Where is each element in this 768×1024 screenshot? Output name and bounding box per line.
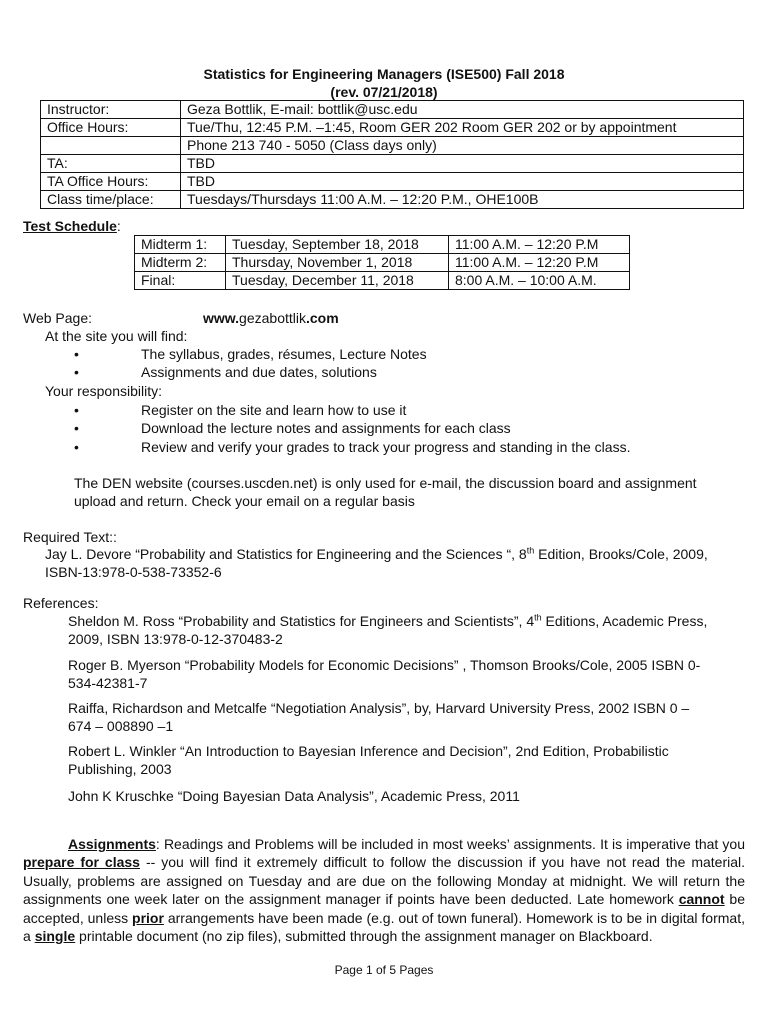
table-row: Office Hours: Tue/Thu, 12:45 P.M. –1:45, Room GER 202 Room GER 202 or by appointment [41, 119, 744, 137]
table-row: Final: Tuesday, December 11, 2018 8:00 A.M. – 10:00 A.M. [135, 272, 630, 290]
table-row: Class time/place: Tuesdays/Thursdays 11:00 A.M. – 12:20 P.M., OHE100B [41, 191, 744, 209]
reference-raiffa-line-1: Raiffa, Richardson and Metcalfe “Negotiation Analysis”, by, Harvard University Press, 2002 ISBN 0 – [68, 700, 690, 716]
reference-kruschke: John K Kruschke “Doing Bayesian Data Analysis”, Academic Press, 2011 [68, 788, 520, 804]
den-note-line-2: upload and return. Check your email on a regular basis [74, 493, 415, 509]
table-row: Instructor: Geza Bottlik, E-mail: bottlik@usc.edu [41, 101, 744, 119]
reference-winkler-line-2: Publishing, 2003 [68, 761, 172, 777]
reference-myerson-line-1: Roger B. Myerson “Probability Models for Economic Decisions” , Thomson Brooks/Cole, 2005 ISBN 0- [68, 657, 701, 673]
test-schedule-heading: Test Schedule: [23, 218, 121, 234]
web-page-link[interactable]: www.gezabottlik.com [203, 310, 339, 326]
bullet-icon: • [74, 420, 79, 436]
assignments-paragraph: Assignments: Readings and Problems will be included in most weeks’ assignments. It is imperative that you prepare for class -- you will find it extremely difficult to follow the discussion if you have not read the material. Usually, problems are assigned on Tuesday and are due on the following Monday at midnight. We will return the assignments one week later on the assignment manager if points have been deducted. Late homework cannot be accepted, unless prior arrangements have been made (e.g. out of town funeral). Homework is to be in digital format, a single printable document (no zip files), submitted through the assignment manager on Blackboard. [23, 836, 746, 945]
required-text-line-1: Jay L. Devore “Probability and Statistics for Engineering and the Sciences “, 8th Edition, Brooks/Cole, 2009, [45, 545, 708, 562]
reference-myerson-line-2: 534-42381-7 [68, 675, 148, 691]
table-row: Midterm 1: Tuesday, September 18, 2018 11:00 A.M. – 12:20 P.M [135, 236, 630, 254]
required-text-label: Required Text:: [23, 529, 117, 545]
web-page-label: Web Page: [23, 310, 93, 326]
list-item: Review and verify your grades to track your progress and standing in the class. [141, 439, 631, 455]
table-row: Midterm 2: Thursday, November 1, 2018 11:00 A.M. – 12:20 P.M [135, 254, 630, 272]
reference-ross-line-2: 2009, ISBN 13:978-0-12-370483-2 [68, 631, 283, 647]
document-title: Statistics for Engineering Managers (ISE500) Fall 2018 [203, 66, 565, 82]
course-info-table [40, 100, 744, 209]
bullet-icon: • [74, 346, 79, 362]
list-item: The syllabus, grades, résumes, Lecture Notes [141, 346, 427, 362]
responsibility-intro: Your responsibility: [45, 383, 162, 399]
revision-date: (rev. 07/21/2018) [330, 84, 438, 100]
reference-raiffa-line-2: 674 – 008890 –1 [68, 718, 174, 734]
page-footer: Page 1 of 5 Pages [334, 963, 434, 977]
list-item: Download the lecture notes and assignments for each class [141, 420, 511, 436]
reference-winkler-line-1: Robert L. Winkler “An Introduction to Bayesian Inference and Decision”, 2nd Edition, Probabilistic [68, 743, 669, 759]
bullet-icon: • [74, 402, 79, 418]
list-item: Assignments and due dates, solutions [141, 364, 377, 380]
reference-ross-line-1: Sheldon M. Ross “Probability and Statistics for Engineers and Scientists”, 4th Editions, Academic Press, [68, 612, 708, 629]
site-intro: At the site you will find: [45, 328, 188, 344]
bullet-icon: • [74, 364, 79, 380]
table-row: TA: TBD [41, 155, 744, 173]
test-schedule-table [134, 235, 630, 290]
references-label: References: [23, 595, 99, 611]
bullet-icon: • [74, 439, 79, 455]
table-row: Phone 213 740 - 5050 (Class days only) [41, 137, 744, 155]
den-note-line-1: The DEN website (courses.uscden.net) is only used for e-mail, the discussion board and assignment [74, 475, 697, 491]
table-row: TA Office Hours: TBD [41, 173, 744, 191]
list-item: Register on the site and learn how to use it [141, 402, 407, 418]
required-text-line-2: ISBN-13:978-0-538-73352-6 [45, 564, 222, 580]
